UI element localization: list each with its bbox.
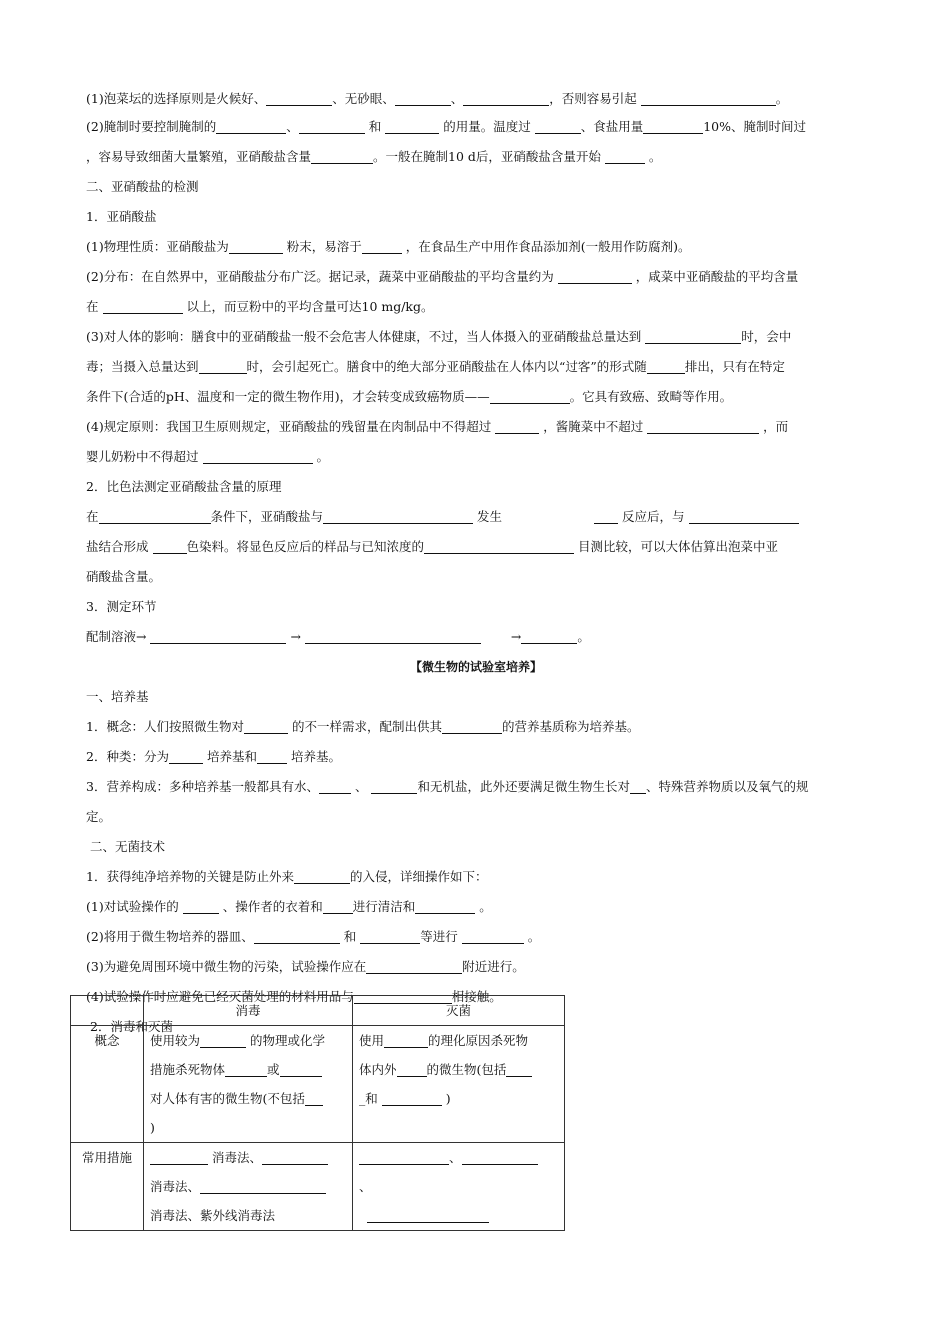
text: 和无机盐，此外还要满足微生物生长对: [417, 779, 630, 794]
line-aseptic-2: [86, 922, 866, 952]
text: 消毒法、: [211, 1150, 262, 1165]
text: 的物理或化学: [250, 1033, 326, 1048]
blank: [605, 149, 645, 164]
text: 2．种类：分为: [86, 749, 169, 764]
text: 相接触。: [451, 989, 502, 1004]
cell-sterilization-concept: [353, 1026, 565, 1143]
text: 使用: [359, 1033, 385, 1048]
text: 、食盐用量: [580, 119, 644, 134]
blank: [360, 929, 420, 944]
line-colorimetric-2: [86, 532, 866, 562]
text: ): [150, 1120, 155, 1135]
line-effect-3: [86, 382, 866, 412]
text: 的入侵，详细操作如下：: [349, 869, 488, 884]
text: 使用较为: [150, 1033, 201, 1048]
text: 培养基和: [206, 749, 257, 764]
line-1: [86, 86, 866, 112]
blank: [319, 779, 351, 794]
blank: [462, 929, 524, 944]
text: 时，会中: [741, 329, 792, 344]
text: 的用量。温度过: [443, 119, 531, 134]
line-rules-2: [86, 442, 866, 472]
text: 色染料。将显色反应后的样品与已知浓度的: [186, 539, 425, 554]
text: →: [290, 629, 301, 644]
text: 消毒法、: [150, 1179, 201, 1194]
blank: [150, 629, 286, 644]
blank: [506, 1062, 532, 1077]
text: 。: [577, 629, 590, 644]
blank: [244, 719, 288, 734]
blank: [199, 359, 247, 374]
text: _和: [359, 1091, 378, 1106]
subheading-disinfection: 2．消毒和灭菌: [90, 1019, 173, 1034]
line-distribution-2: [86, 292, 866, 322]
section-title-microbe-culture: 【微生物的试验室培养】: [409, 660, 542, 674]
text: 婴儿奶粉中不得超过: [86, 449, 199, 464]
text: 、: [354, 779, 368, 794]
blank: [367, 1208, 489, 1223]
blank: [558, 269, 632, 284]
cell-sterilization-methods: [353, 1143, 565, 1231]
blank: [254, 929, 340, 944]
text: 目测比较，可以大体估算出泡菜中亚: [578, 539, 779, 554]
line-colorimetric-3: 硝酸盐含量。: [86, 569, 162, 584]
text: 消毒法、紫外线消毒法: [150, 1208, 276, 1223]
line-effect-2: [86, 352, 866, 382]
text: 、: [449, 1150, 462, 1165]
line-aseptic-3: [86, 952, 866, 982]
line-physical: [86, 232, 866, 262]
text: 的不一样需求，配制出供其: [291, 719, 442, 734]
cell-disinfection-concept: [144, 1026, 353, 1143]
text: 和: [343, 929, 357, 944]
blank: [200, 1033, 246, 1048]
blank: [689, 509, 799, 524]
text: 。一般在腌制10 d后，亚硝酸盐含量开始: [373, 149, 601, 164]
line-types: [86, 742, 866, 772]
col-header-sterilization: 灭菌: [353, 996, 565, 1026]
blank: [630, 779, 646, 794]
blank: [200, 1179, 326, 1194]
text: 的营养基质称为培养基。: [501, 719, 640, 734]
text: (2)分布：在自然界中，亚硝酸盐分布广泛。据记录，蔬菜中亚硝酸盐的平均含量约为: [86, 269, 554, 284]
blank: [645, 329, 741, 344]
blank: [323, 899, 353, 914]
text: (4)规定原则：我国卫生原则规定，亚硝酸盐的残留量在肉制品中不得超过: [86, 419, 492, 434]
text: 。: [479, 899, 492, 914]
line-aseptic-1: [86, 892, 866, 922]
blank: [647, 359, 685, 374]
blank: [462, 1150, 538, 1165]
blank: [384, 1033, 428, 1048]
text: ，酱腌菜中不超过: [543, 419, 644, 434]
blank: [382, 1091, 442, 1106]
blank: [257, 749, 287, 764]
text: 附近进行。: [462, 959, 525, 974]
text: 、: [286, 119, 299, 134]
blank: [323, 509, 473, 524]
row-header-methods: 常用措施: [71, 1143, 144, 1231]
blank: [305, 629, 481, 644]
text: 措施杀死物体: [150, 1062, 226, 1077]
blank: [280, 1062, 322, 1077]
text: 。它具有致癌、致畸等作用。: [569, 389, 733, 404]
subheading-nitrite: 1．亚硝酸盐: [86, 209, 157, 224]
blank: [305, 1091, 323, 1106]
disinfection-sterilization-table: [70, 995, 565, 1231]
blank: [359, 1150, 449, 1165]
heading-nitrite-detection: 二、亚硝酸盐的检测: [86, 179, 199, 194]
table-corner: [71, 996, 144, 1026]
blank: [641, 91, 776, 106]
text: ，否则容易引起: [549, 91, 637, 106]
text: (3)对人体的影响：膳食中的亚硝酸盐一般不会危害人体健康，不过，当人体摄入的亚硝酸盐总量达到: [86, 329, 642, 344]
blank: [385, 119, 439, 134]
blank: [229, 239, 283, 254]
blank: [183, 899, 219, 914]
text: 。: [648, 149, 662, 164]
document-body: [86, 86, 866, 1042]
line-distribution-1: [86, 262, 866, 292]
text: (2)将用于微生物培养的器皿、: [86, 929, 254, 944]
text: 配制溶液→: [86, 629, 147, 644]
text: ，咸菜中亚硝酸盐的平均含量: [635, 269, 799, 284]
blank: [366, 959, 462, 974]
text: 、无砂眼、: [332, 91, 395, 106]
text: 排出，只有在特定: [684, 359, 785, 374]
text: 、: [450, 91, 464, 106]
text: ，在食品生产中用作食品添加剂(一般用作防腐剂)。: [405, 239, 691, 254]
text: 对人体有害的微生物(不包括: [150, 1091, 305, 1106]
blank: [266, 91, 332, 106]
text: 或: [267, 1062, 280, 1077]
blank: [442, 719, 502, 734]
blank: [362, 239, 402, 254]
heading-culture-medium: 一、培养基: [86, 689, 149, 704]
line-steps: [86, 622, 866, 652]
subheading-colorimetric: 2．比色法测定亚硝酸盐含量的原理: [86, 479, 282, 494]
text: 。: [527, 929, 541, 944]
text: 、: [359, 1179, 372, 1194]
blank: [203, 449, 313, 464]
text: 3．营养构成：多种培养基一般都具有水、: [86, 779, 319, 794]
text: (4)试验操作时应避免已经灭菌处理的材料用品与: [86, 989, 354, 1004]
text: 进行清洁和: [352, 899, 416, 914]
text: 等进行: [420, 929, 458, 944]
line-concept: [86, 712, 866, 742]
row-header-concept: 概念: [71, 1026, 144, 1143]
text: 10%、腌制时间过: [703, 119, 807, 134]
text: (1)物理性质：亚硝酸盐为: [86, 239, 229, 254]
text: 条件下，亚硝酸盐与: [210, 509, 324, 524]
text: 。: [316, 449, 329, 464]
text: 1．获得纯净培养物的关键是防止外来: [86, 869, 294, 884]
blank: [311, 149, 373, 164]
blank: [463, 91, 549, 106]
blank: [294, 869, 350, 884]
text: 反应后，与: [622, 509, 685, 524]
line-rules-1: [86, 412, 866, 442]
line-effect-1: [86, 322, 866, 352]
line-colorimetric-1: [86, 502, 866, 532]
blank: [395, 91, 451, 106]
text: (3)为避免周围环境中微生物的污染，试验操作应在: [86, 959, 367, 974]
line-2: [86, 112, 866, 142]
text: 条件下(合适的pH、温度和一定的微生物作用)，才会转变成致癌物质——: [86, 389, 490, 404]
text: 、操作者的衣着和: [222, 899, 323, 914]
blank: [397, 1062, 427, 1077]
blank: [647, 419, 759, 434]
text: 培养基。: [290, 749, 341, 764]
text: 、特殊营养物质以及氧气的规: [645, 779, 809, 794]
text: 的微生物(包括: [426, 1062, 507, 1077]
blank: [299, 119, 365, 134]
col-header-disinfection: 消毒: [144, 996, 353, 1026]
text: 发生: [477, 509, 503, 524]
blank: [153, 539, 187, 554]
subheading-steps: 3．测定环节: [86, 599, 157, 614]
text: 粉末，易溶于: [286, 239, 362, 254]
text: 以上，而豆粉中的平均含量可达10 mg/kg。: [186, 299, 434, 314]
text: (1)对试验操作的: [86, 899, 179, 914]
blank: [643, 119, 703, 134]
blank: [103, 299, 183, 314]
text: 。: [775, 91, 789, 106]
blank: [150, 1150, 208, 1165]
line-nutrients-2: 定。: [86, 809, 112, 824]
blank: [216, 119, 286, 134]
text: 在: [86, 299, 99, 314]
line-3: [86, 142, 866, 172]
blank: [415, 899, 475, 914]
text: 在: [86, 509, 99, 524]
text: ，而: [763, 419, 789, 434]
blank: [371, 779, 417, 794]
text: (2)腌制时要控制腌制的: [86, 119, 217, 134]
text: 和: [368, 119, 382, 134]
text: (1)泡菜坛的选择原则是火候好、: [86, 91, 267, 106]
blank: [521, 629, 577, 644]
blank: [495, 419, 539, 434]
text: 毒；当摄入总量达到: [86, 359, 199, 374]
text: ): [445, 1091, 451, 1106]
heading-aseptic: 二、无菌技术: [90, 839, 166, 854]
text: →: [510, 629, 522, 644]
line-nutrients-1: [86, 772, 866, 802]
blank: [262, 1150, 328, 1165]
text: 体内外: [359, 1062, 397, 1077]
blank: [169, 749, 203, 764]
blank: [225, 1062, 267, 1077]
line-aseptic-key: [86, 862, 866, 892]
text: 1．概念：人们按照微生物对: [86, 719, 244, 734]
text: 的理化原因杀死物: [428, 1033, 529, 1048]
text: 时，会引起死亡。膳食中的绝大部分亚硝酸盐在人体内以“过客”的形式随: [246, 359, 647, 374]
blank: [490, 389, 570, 404]
blank: [99, 509, 211, 524]
blank: [535, 119, 581, 134]
blank: [424, 539, 574, 554]
cell-disinfection-methods: [144, 1143, 353, 1231]
text: 盐结合形成: [86, 539, 149, 554]
text: ，容易导致细菌大量繁殖，亚硝酸盐含量: [86, 149, 312, 164]
blank: [594, 509, 618, 524]
